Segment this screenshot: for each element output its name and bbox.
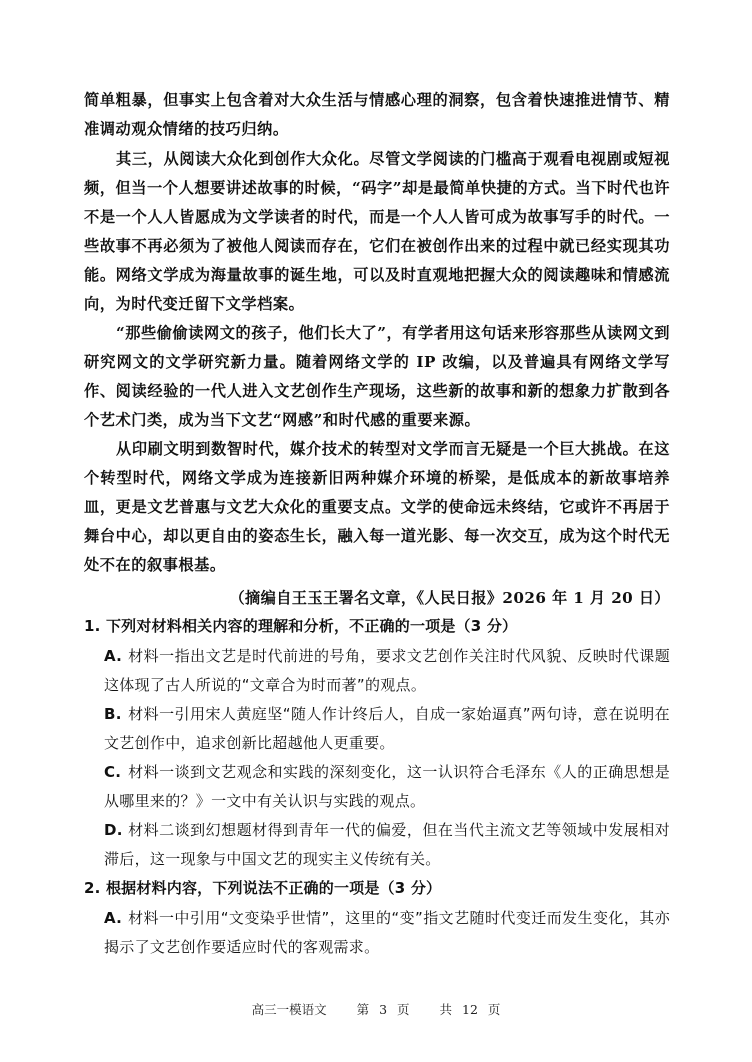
question-1-option-b [104,700,670,758]
page-footer [0,1000,752,1018]
paragraph-conclusion: 从印刷文明到数智时代，媒介技术的转型对文学而言无疑是一个巨大挑战。在这个转型时代，网络文学成为连接新旧两种媒介环境的桥梁，是低成本的新故事培养皿，更是文艺普惠与文艺大众化的重要支点。文学的使命远未终结，它或许不再居于舞台中心，却以更自由的姿态生长，融入每一道光影、每一次交互，成为这个时代无处不在的叙事根基。 [84,440,670,574]
option-label: C. [104,763,122,781]
option-text: 材料二谈到幻想题材得到青年一代的偏爱，但在当代主流文艺等领域中发展相对滞后，这一现象与中国文艺的现实主义传统有关。 [104,821,670,868]
question-1-option-a [104,642,670,700]
option-label: A. [104,647,123,665]
option-label: D. [104,821,123,839]
question-2-stem: 2. 根据材料内容，下列说法不正确的一项是（3 分） [84,879,442,897]
option-text: 材料一引用宋人黄庭坚“随人作计终后人，自成一家始逼真”两句诗，意在说明在文艺创作中，追求创新比超越他人更重要。 [104,705,670,752]
option-text: 材料一中引用“文变染乎世情”，这里的“变”指文艺随时代变迁而发生变化，其亦揭示了文艺创作要适应时代的客观需求。 [104,909,670,956]
option-label: A. [104,909,123,927]
footer-subject: 高三一模语文 [251,1002,327,1017]
paragraph-quote: “那些偷偷读网文的孩子，他们长大了”，有学者用这句话来形容那些从读网文到研究网文的文学研究新力量。随着网络文学的 IP 改编，以及普遍具有网络文学写作、阅读经验的一代人进入文艺创作生产现场，这些新的故事和新的想象力扩散到各个艺术门类，成为当下文艺“网感”和时代感的重要来源。 [84,324,670,429]
question-2-option-a [104,904,670,962]
footer-page-number: 第 3 页 [356,1002,410,1017]
question-1-option-d [104,816,670,874]
source-citation: （摘编自王玉王署名文章，《人民日报》2026 年 1 月 20 日） [229,589,670,607]
option-text: 材料一谈到文艺观念和实践的深刻变化，这一认识符合毛泽东《人的正确思想是从哪里来的？》一文中有关认识与实践的观点。 [104,763,670,810]
paragraph-third-point: 其三，从阅读大众化到创作大众化。尽管文学阅读的门槛高于观看电视剧或短视频，但当一个人想要讲述故事的时候，“码字”却是最简单快捷的方式。当下时代也许不是一个人人皆愿成为文学读者的时代，而是一个人人皆可成为故事写手的时代。一些故事不再必须为了被他人阅读而存在，它们在被创作出来的过程中就已经实现其功能。网络文学成为海量故事的诞生地，可以及时直观地把握大众的阅读趣味和情感流向，为时代变迁留下文学档案。 [84,150,670,313]
paragraph-continued: 简单粗暴，但事实上包含着对大众生活与情感心理的洞察，包含着快速推进情节、精准调动观众情绪的技巧归纳。 [84,91,670,138]
option-label: B. [104,705,122,723]
option-text: 材料一指出文艺是时代前进的号角，要求文艺创作关注时代风貌、反映时代课题这体现了古人所说的“文章合为时而著”的观点。 [104,647,670,694]
question-1-stem: 1. 下列对材料相关内容的理解和分析，不正确的一项是（3 分） [84,617,518,635]
footer-total-pages: 共 12 页 [439,1002,501,1017]
question-1-option-c [104,758,670,816]
